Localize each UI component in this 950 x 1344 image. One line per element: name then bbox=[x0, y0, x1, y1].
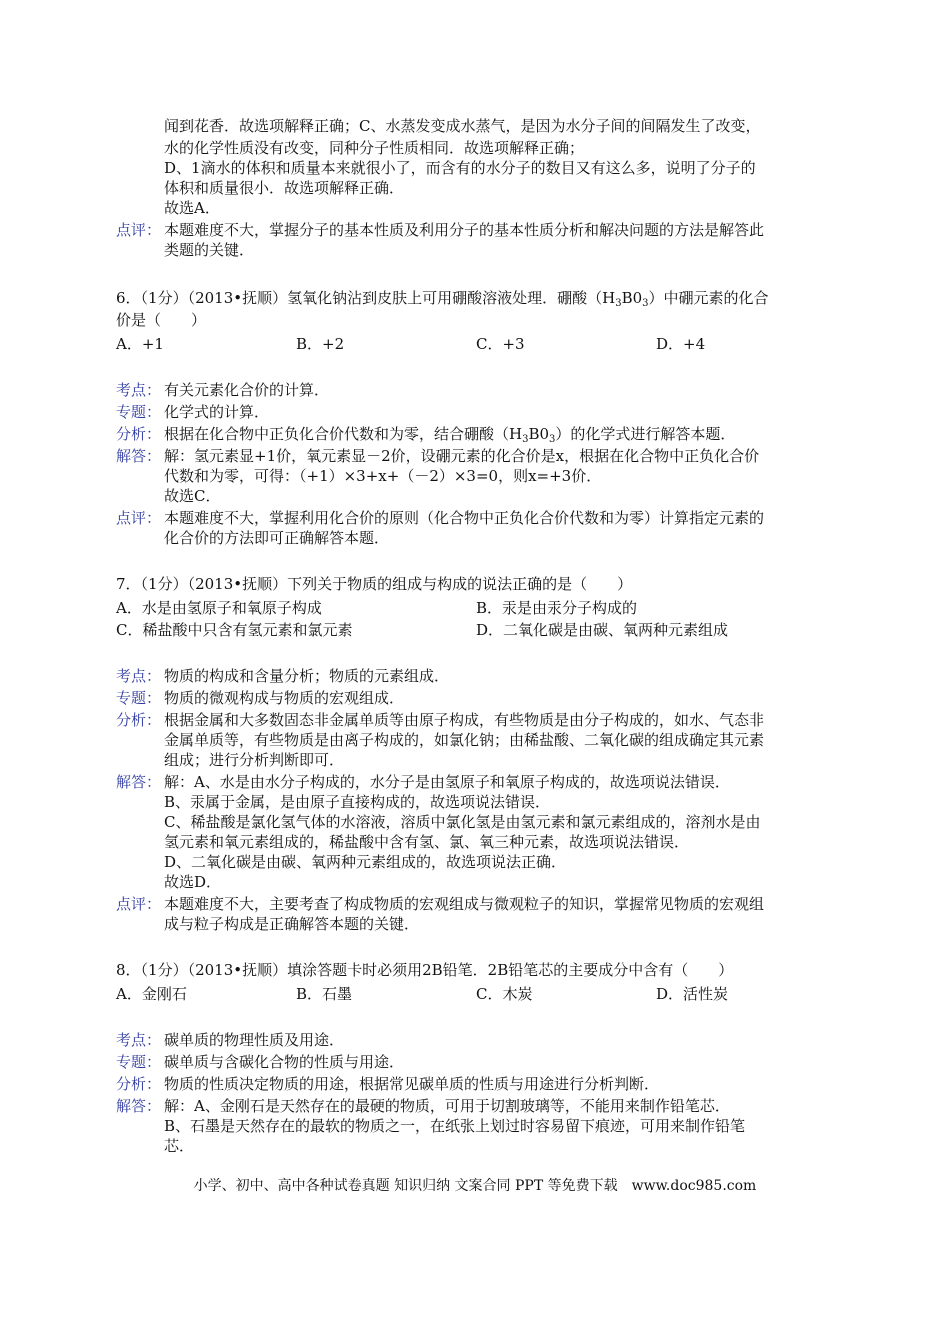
jieda-label: 解答： bbox=[116, 773, 162, 791]
q6-jieda: 解：氢元素显+1价，氧元素显－2价，设硼元素的化合价是x，根据在化合物中正负化合价 bbox=[164, 447, 760, 465]
q5-comment: 本题难度不大，掌握分子的基本性质及利用分子的基本性质分析和解决问题的方法是解答此 bbox=[164, 221, 765, 239]
q6-stem: 6．（1分）（2013•抚顺）氢氧化钠沾到皮肤上可用硼酸溶液处理．硼酸$(H_3B0_3)$中硼元素的化合 bbox=[116, 289, 769, 309]
fenxi-label: 分析： bbox=[116, 711, 162, 729]
q6-comment: 化合价的方法即可正确解答本题． bbox=[164, 529, 390, 547]
q6-zhuanti: 化学式的计算． bbox=[164, 403, 270, 421]
fenxi-label: 分析： bbox=[116, 425, 162, 443]
q8-option-b: B．石墨 bbox=[296, 985, 353, 1003]
kaodian-label: 考点： bbox=[116, 381, 162, 399]
q6-option-b: B．+2 bbox=[296, 335, 345, 353]
q6-option-a: A．+1 bbox=[116, 335, 164, 353]
q5-comment: 类题的关键． bbox=[164, 241, 255, 259]
q7-comment: 成与粒子构成是正确解答本题的关键． bbox=[164, 915, 420, 933]
q8-jieda: B、石墨是天然存在的最软的物质之一，在纸张上划过时容易留下痕迹，可用来制作铅笔 bbox=[164, 1117, 746, 1135]
q7-comment: 本题难度不大，主要考查了构成物质的宏观组成与微观粒子的知识，掌握常见物质的宏观组 bbox=[164, 895, 765, 913]
q7-jieda: 氢元素和氧元素组成的，稀盐酸中含有氢、氯、氧三种元素，故选项说法错误． bbox=[164, 833, 690, 851]
q6-option-c: C．+3 bbox=[476, 335, 525, 353]
zhuanti-label: 专题： bbox=[116, 689, 162, 707]
q7-jieda: D、二氧化碳是由碳、氧两种元素组成的，故选项说法正确． bbox=[164, 853, 567, 871]
q7-option-a: A．水是由氢原子和氧原子构成 bbox=[116, 599, 322, 617]
q7-fenxi: 根据金属和大多数固态非金属单质等由原子构成，有些物质是由分子构成的，如水、气态非 bbox=[164, 711, 765, 729]
kaodian-label: 考点： bbox=[116, 1031, 162, 1049]
q8-fenxi: 物质的性质决定物质的用途，根据常见碳单质的性质与用途进行分析判断． bbox=[164, 1075, 660, 1093]
page-footer: 小学、初中、高中各种试卷真题 知识归纳 文案合同 PPT 等免费下载 www.doc985.com bbox=[193, 1178, 757, 1194]
q7-answer: 故选D． bbox=[164, 873, 222, 891]
q7-fenxi: 组成；进行分析判断即可． bbox=[164, 751, 345, 769]
q6-comment: 本题难度不大，掌握利用化合价的原则（化合物中正负化合价代数和为零）计算指定元素的 bbox=[164, 509, 765, 527]
q6-stem: 价是（ ） bbox=[116, 311, 207, 329]
q7-option-d: D．二氧化碳是由碳、氧两种元素组成 bbox=[476, 621, 729, 639]
q7-option-c: C．稀盐酸中只含有氢元素和氯元素 bbox=[116, 621, 353, 639]
q6-jieda: 代数和为零，可得：（+1）×3+x+（－2）×3=0，则x=+3价． bbox=[164, 467, 602, 485]
zhuanti-label: 专题： bbox=[116, 403, 162, 421]
q7-zhuanti: 物质的微观构成与物质的宏观组成． bbox=[164, 689, 405, 707]
q5-solution-line: 体积和质量很小．故选项解释正确． bbox=[164, 179, 405, 197]
comment-label: 点评： bbox=[116, 221, 162, 239]
q7-jieda: B、汞属于金属，是由原子直接构成的，故选项说法错误． bbox=[164, 793, 551, 811]
kaodian-label: 考点： bbox=[116, 667, 162, 685]
comment-label: 点评： bbox=[116, 895, 162, 913]
q8-jieda: 芯． bbox=[164, 1137, 195, 1155]
jieda-label: 解答： bbox=[116, 447, 162, 465]
q6-kaodian: 有关元素化合价的计算． bbox=[164, 381, 330, 399]
q6-option-d: D．+4 bbox=[656, 335, 706, 353]
q8-option-a: A．金刚石 bbox=[116, 985, 187, 1003]
q7-kaodian: 物质的构成和含量分析；物质的元素组成． bbox=[164, 667, 450, 685]
q5-solution-line: D、1滴水的体积和质量本来就很小了，而含有的水分子的数目又有这么多，说明了分子的 bbox=[164, 159, 756, 177]
q5-answer: 故选A． bbox=[164, 199, 220, 217]
q5-solution-line: 闻到花香．故选项解释正确；C、水蒸发变成水蒸气，是因为水分子间的间隔发生了改变， bbox=[164, 117, 761, 135]
q8-jieda: 解：A、金刚石是天然存在的最硬的物质，可用于切割玻璃等，不能用来制作铅笔芯． bbox=[164, 1097, 730, 1115]
q8-zhuanti: 碳单质与含碳化合物的性质与用途． bbox=[164, 1053, 405, 1071]
zhuanti-label: 专题： bbox=[116, 1053, 162, 1071]
jieda-label: 解答： bbox=[116, 1097, 162, 1115]
q8-option-c: C．木炭 bbox=[476, 985, 533, 1003]
q7-jieda: 解：A、水是由水分子构成的，水分子是由氢原子和氧原子构成的，故选项说法错误． bbox=[164, 773, 730, 791]
q8-kaodian: 碳单质的物理性质及用途． bbox=[164, 1031, 345, 1049]
q7-jieda: C、稀盐酸是氯化氢气体的水溶液，溶质中氯化氢是由氢元素和氯元素组成的，溶剂水是由 bbox=[164, 813, 761, 831]
q7-fenxi: 金属单质等，有些物质是由离子构成的，如氯化钠；由稀盐酸、二氧化碳的组成确定其元素 bbox=[164, 731, 765, 749]
q7-option-b: B．汞是由汞分子构成的 bbox=[476, 599, 638, 617]
fenxi-label: 分析： bbox=[116, 1075, 162, 1093]
q7-stem: 7．（1分）（2013•抚顺）下列关于物质的组成与构成的说法正确的是（ ） bbox=[116, 575, 633, 593]
q6-answer: 故选C． bbox=[164, 487, 221, 505]
q5-solution-line: 水的化学性质没有改变，同种分子性质相同．故选项解释正确； bbox=[164, 139, 585, 157]
comment-label: 点评： bbox=[116, 509, 162, 527]
q6-fenxi: 根据在化合物中正负化合价代数和为零，结合硼酸$(H_3B0_3)$的化学式进行解答本题． bbox=[164, 425, 736, 445]
q8-stem: 8．（1分）（2013•抚顺）填涂答题卡时必须用2B铅笔．2B铅笔芯的主要成分中含有（ ） bbox=[116, 961, 734, 979]
q8-option-d: D．活性炭 bbox=[656, 985, 729, 1003]
